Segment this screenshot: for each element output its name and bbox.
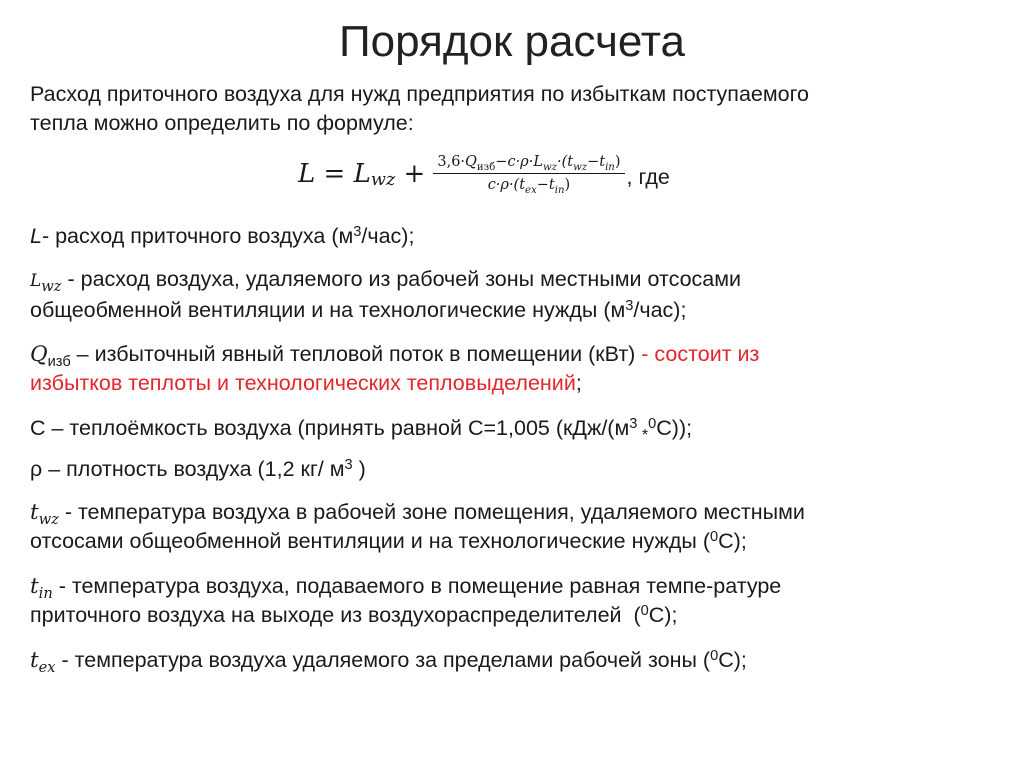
num-mid: −c·ρ· [495,154,534,170]
num-minus: −t [587,154,606,170]
formula-equals: = [315,158,354,189]
def-qizb-symbol: Q [30,342,48,367]
def-twz-line-2 [30,527,1005,556]
num-l: L [533,154,543,170]
formula: L = L wz + $\frac{3,6\cdot Q_{изб}-c\cdot\rho\cdot L_{wz}\cdot(t_{wz}-t_{in})}{c\cdot\rho\cdot(t_{ex}-t_{in})}$ , где [298,154,670,196]
den-start: c·ρ·(t [487,177,526,193]
def-twz-symbol: t [30,500,39,525]
def-tin-sup: 0 [640,603,649,620]
def-tin-symbol: t [30,574,39,599]
def-lwz [30,265,1005,325]
num-q-sub: изб [476,161,496,173]
def-rho [30,455,1005,484]
def-tex-sup: 0 [710,648,719,665]
def-l-symbol: L [30,224,42,248]
def-c-sup: 3 [629,416,638,433]
def-lwz-line-2 [30,296,1005,325]
formula-where: , где [626,165,670,189]
den-tex-sub: ex [525,184,537,196]
num-close: ) [614,154,621,170]
def-qizb-red-2: избытков теплоты и технологических тепловыделений [30,371,576,395]
def-l [30,222,1005,251]
num-tin-sub: in [605,161,615,173]
def-c-end: С)); [656,416,693,440]
def-qizb-sub: изб [47,354,71,371]
def-tex-sub: ex [38,659,56,677]
def-rho-sup: 3 [344,457,353,474]
def-rho-text: ρ – плотность воздуха (1,2 кг/ м [30,457,345,481]
def-tin-text-2: приточного воздуха на выходе из воздухораспределителей ( [30,603,641,627]
def-twz-text-2: отсосами общеобменной вентиляции и на технологические нужды ( [30,529,710,553]
def-tex-text: - температура воздуха удаляемого за пределами рабочей зоны ( [55,648,711,672]
den-close: ) [564,177,571,193]
def-qizb-text: – избыточный явный тепловой поток в помещении (кВт) [70,342,642,366]
num-t-sub: wz [573,161,588,173]
def-qizb-end: ; [575,371,582,395]
def-l-sup: 3 [353,224,362,241]
num-q: Q [465,154,477,170]
formula-lhs: L [298,158,316,189]
num-paren: ·(t [556,154,574,170]
def-lwz-sub: wz [41,278,62,296]
def-tin-end: С); [648,603,678,627]
def-tin-text-1: - температура воздуха, подаваемого в помещение равная темпе-ратуре [52,574,782,598]
formula-l: L [353,158,371,189]
def-twz-end: С); [718,529,747,553]
formula-denominator [484,174,574,195]
den-tin-sub: in [554,184,565,196]
def-tex [30,646,1005,675]
def-lwz-text-1: - расход воздуха, удаляемого из рабочей зоны местными отсосами [61,267,742,291]
def-twz-sup: 0 [710,529,719,546]
def-twz-sub: wz [38,511,59,529]
def-qizb-line-2 [30,369,1005,398]
slide-title: Порядок расчета [338,17,686,66]
def-lwz-symbol: L [30,271,42,291]
def-lwz-sup: 3 [625,298,634,315]
def-qizb [30,340,1005,398]
formula-fraction [433,152,624,195]
den-minus: −t [536,177,555,193]
def-c-star: * [637,425,649,444]
def-lwz-text-2: общеобменной вентиляции и на технологические нужды (м [30,298,626,322]
formula-plus: + [395,158,426,189]
def-lwz-line-1 [30,265,1005,296]
def-c-text: С – теплоёмкость воздуха (принять равной С=1,005 (кДж/(м [30,416,630,440]
num-l-sub: wz [542,161,557,173]
def-twz-text-1: - температура воздуха в рабочей зоне помещения, удаляемого местными [58,500,805,524]
def-tin-line-2 [30,601,1005,630]
intro-text [30,80,1005,138]
def-c [30,414,1005,445]
def-qizb-red-1: - состоит из [641,342,760,366]
def-tin-sub: in [38,585,53,603]
def-twz-line-1 [30,498,1005,527]
def-l-end: /час); [361,224,415,248]
def-tex-symbol: t [30,648,39,673]
def-rho-end: ) [352,457,366,481]
def-c-sup0: 0 [648,416,657,433]
def-tin [30,572,1005,630]
def-tin-line-1 [30,572,1005,601]
intro-line-2: тепла можно определить по формуле: [30,111,414,135]
def-twz [30,498,1005,556]
formula-numerator [433,152,624,174]
def-qizb-line-1 [30,340,1005,369]
def-l-text: - расход приточного воздуха (м [41,224,354,248]
def-lwz-end: /час); [633,298,687,322]
num-coef: 3,6· [437,154,466,170]
def-tex-end: С); [718,648,747,672]
intro-line-1: Расход приточного воздуха для нужд предприятия по избыткам поступаемого [30,82,809,106]
